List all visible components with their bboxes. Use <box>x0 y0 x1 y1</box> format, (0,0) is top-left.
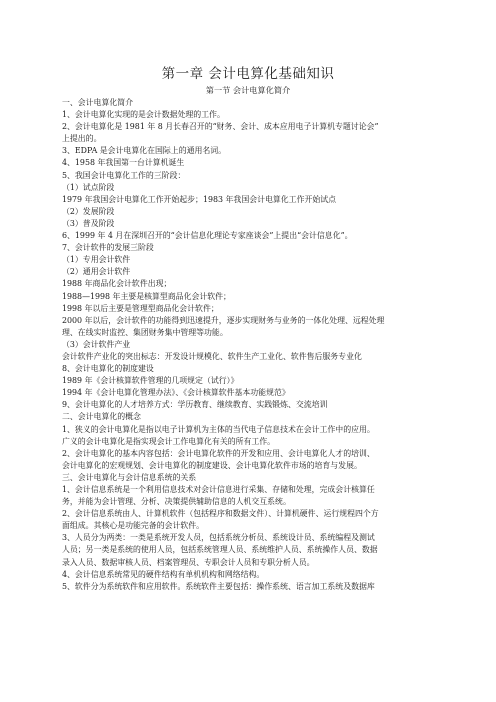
text-line: 广义的会计电算化是指实现会计工作电算化有关的所有工作。 <box>62 436 276 446</box>
text-line: 6、1999 年 4 月在深圳召开的“会计信息化理论专家座谈会”上提出“会计信息化”。 <box>62 231 353 241</box>
text-line: 1994 年《会计电算化管理办法》、《会计核算软件基本功能规范》 <box>62 388 290 398</box>
text-line: 上提出的。 <box>62 134 102 144</box>
chapter-title: 第一章 会计电算化基础知识 <box>161 66 335 82</box>
text-line: （2）发展阶段 <box>62 206 115 216</box>
text-line: （1）试点阶段 <box>62 182 115 192</box>
text-line: （3）会计软件产业 <box>62 339 131 349</box>
text-line: 3、EDPA 是会计电算化在国际上的通用名词。 <box>62 146 227 156</box>
text-line: 1、会计信息系统是一个利用信息技术对会计信息进行采集、存储和处理，完成会计核算任 <box>62 485 375 494</box>
text-line: 人员；另一类是系统的使用人员，包括系统管理人员、系统维护人员、系统操作人员、数据 <box>62 545 378 555</box>
text-line: 4、1958 年我国第一台计算机诞生 <box>62 158 185 168</box>
text-line: 3、人员分为两类：一类是系统开发人员，包括系统分析员、系统设计员、系统编程及测试 <box>62 533 375 543</box>
text-line: 一、会计电算化简介 <box>62 98 134 107</box>
text-line: 7、会计软件的发展三阶段 <box>62 243 154 253</box>
text-line: 1988—1998 年主要是核算型商品化会计软件； <box>62 291 231 301</box>
text-line: 理、在线实时监控、集团财务集中管理等功能。 <box>62 327 228 337</box>
text-line: 1、狭义的会计电算化是指以电子计算机为主体的当代电子信息技术在会计工作中的应用。 <box>62 424 375 434</box>
text-line: 2、会计电算化的基本内容包括：会计电算化软件的开发和应用、会计电算化人才的培训、 <box>62 448 375 458</box>
text-line: （2）通用会计软件 <box>62 267 131 277</box>
text-line: （1）专用会计软件 <box>62 255 131 265</box>
text-line: 务，并能为会计管理、分析、决策提供辅助信息的人机交互系统。 <box>62 497 291 507</box>
section-title: 第一节 会计电算化简介 <box>205 85 291 95</box>
text-line: 1998 年以后主要是管理型商品化会计软件； <box>62 303 219 313</box>
text-line: 5、我国会计电算化工作的三阶段： <box>62 170 186 180</box>
document-body <box>62 97 436 593</box>
text-line: 5、软件分为系统软件和应用软件。系统软件主要包括：操作系统、语言加工系统及数据库 <box>62 581 375 591</box>
text-line: 录入人员、数据审核人员、档案管理员、专职会计人员和专职分析人员。 <box>62 557 315 567</box>
text-line: 1989 年《会计核算软件管理的几项规定（试行）》 <box>62 376 239 386</box>
text-line: 会计软件产业化的突出标志：开发设计规模化、软件生产工业化、软件售后服务专业化 <box>62 351 362 361</box>
text-line: 会计电算化的宏观规划、会计电算化的制度建设、会计电算化软件市场的培育与发展。 <box>62 460 362 470</box>
text-line: 8、会计电算化的制度建设 <box>62 364 154 374</box>
text-line: 4、会计信息系统常见的硬件结构有单机机构和网络结构。 <box>62 569 265 579</box>
text-line: 二、会计电算化的概念 <box>62 412 141 422</box>
text-line: 1988 年商品化会计软件出现； <box>62 279 172 289</box>
text-line: 2000 年以后，会计软件的功能得到迅速提升，逐步实现财务与业务的一体化处理、远程处理 <box>62 315 385 325</box>
text-line: 2、会计信息系统由人、计算机软件（包括程序和数据文件）、计算机硬件、运行规程四个方 <box>62 509 379 519</box>
text-line: （3）普及阶段 <box>62 218 115 228</box>
text-line: 1、会计电算化实现的是会计数据处理的工作。 <box>62 110 225 120</box>
text-line: 三、会计电算化与会计信息系统的关系 <box>62 472 197 482</box>
text-line: 面组成。其核心是功能完备的会计软件。 <box>62 521 205 531</box>
text-line: 1979 年我国会计电算化工作开始起步；1983 年我国会计电算化工作开始试点 <box>62 194 337 204</box>
text-line: 9、会计电算化的人才培养方式：学历教育、继续教育、实践锻炼、交流培训 <box>62 400 328 410</box>
text-line: 2、会计电算化是 1981 年 8 月长春召开的“财务、会计、成本应用电子计算机专题讨论会” <box>62 122 379 132</box>
